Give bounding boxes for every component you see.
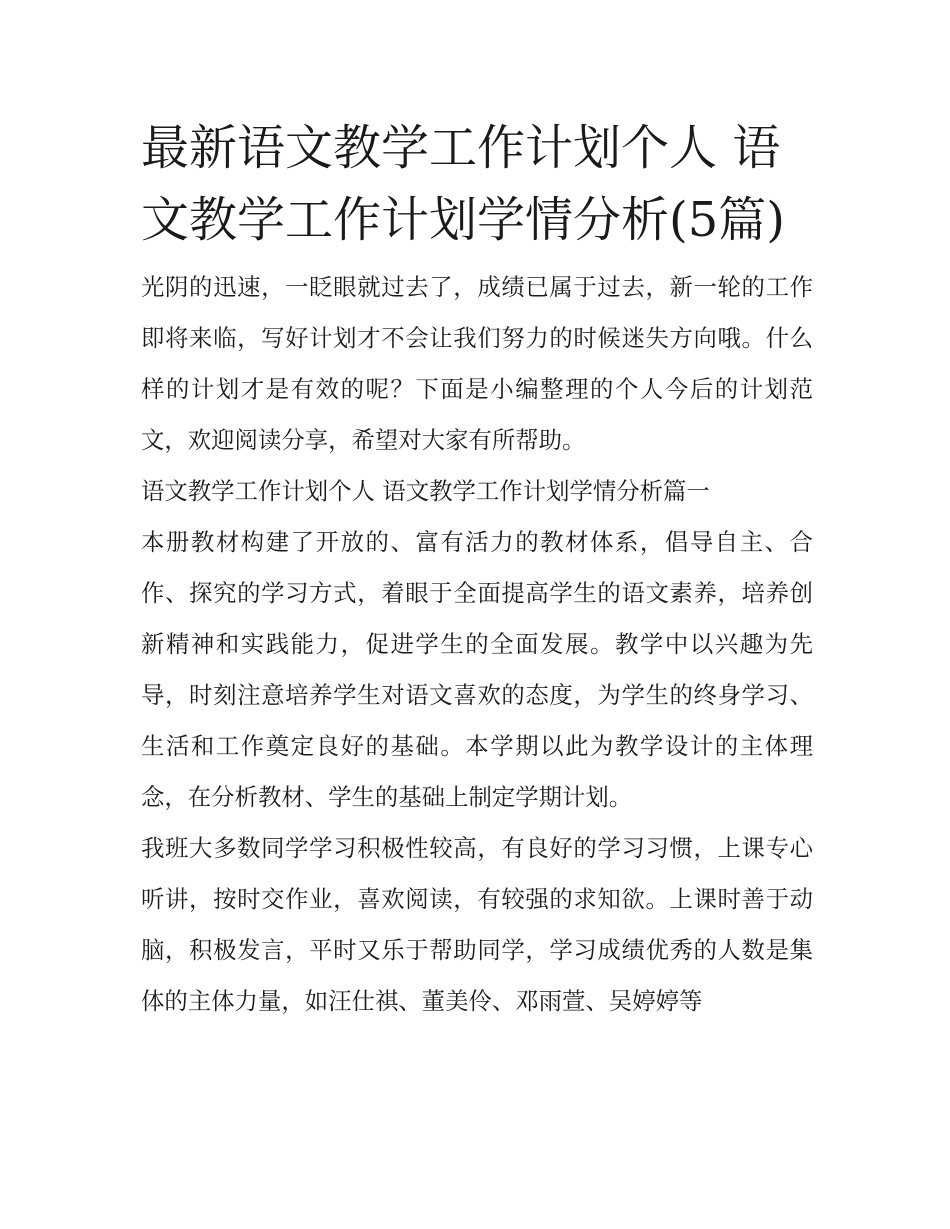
body-paragraph-1: 本册教材构建了开放的、富有活力的教材体系，倡导自主、合作、探究的学习方式，着眼于全面提高学生的语文素养，培养创新精神和实践能力，促进学生的全面发展。教学中以兴趣为先导，时刻注意培养学生对语文喜欢的态度，为学生的终身学习、生活和工作奠定良好的基础。本学期以此为教学设计的主体理念，在分析教材、学生的基础上制定学期计划。 xyxy=(141,528,813,811)
document-title: 最新语文教学工作计划个人 语文教学工作计划学情分析(5篇) xyxy=(141,120,785,248)
intro-paragraph: 光阴的迅速，一眨眼就过去了，成绩已属于过去，新一轮的工作即将来临，写好计划才不会让我们努力的时候迷失方向哦。什么样的计划才是有效的呢？下面是小编整理的个人今后的计划范文，欢迎阅读分享，希望对大家有所帮助。 xyxy=(141,273,813,454)
document-content xyxy=(141,112,813,1027)
section-heading: 语文教学工作计划个人 语文教学工作计划学情分析篇一 xyxy=(141,477,710,505)
body-paragraph-2: 我班大多数同学学习积极性较高，有良好的学习习惯，上课专心听讲，按时交作业，喜欢阅读，有较强的求知欲。上课时善于动脑，积极发言，平时又乐于帮助同学，学习成绩优秀的人数是集体的主体力量，如汪仕祺、董美伶、邓雨萱、吴婷婷等 xyxy=(141,834,813,1015)
